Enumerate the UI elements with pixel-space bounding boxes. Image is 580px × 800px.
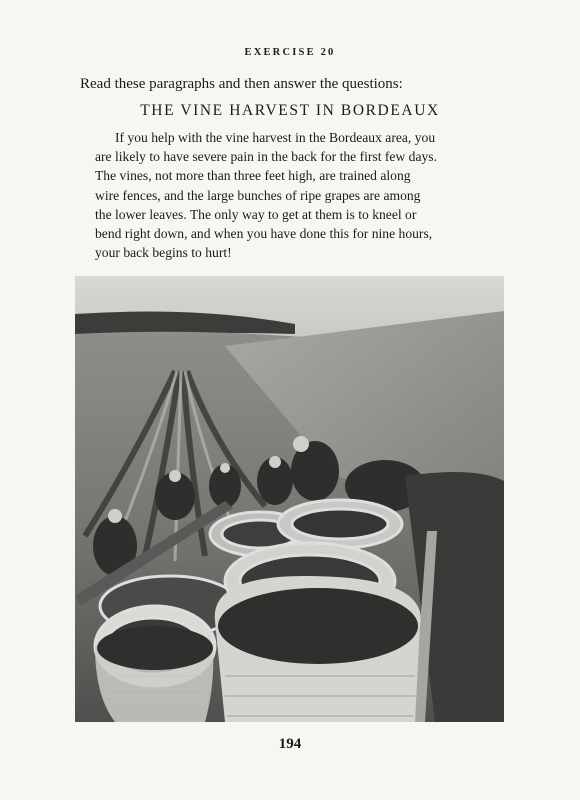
instruction-text: Read these paragraphs and then answer the questions:: [80, 76, 403, 92]
vineyard-harvest-photo: [75, 276, 504, 722]
paragraph-line: bend right down, and when you have done this for nine hours,: [95, 226, 433, 242]
paragraph-line: wire fences, and the large bunches of ripe grapes are among: [95, 187, 421, 203]
passage-paragraph: [95, 128, 505, 262]
paragraph-line: the lower leaves. The only way to get at them is to kneel or: [95, 206, 417, 222]
paragraph-line: are likely to have severe pain in the back for the first few days.: [95, 149, 437, 165]
paragraph-line: The vines, not more than three feet high, are trained along: [95, 168, 411, 184]
paragraph-line: your back begins to hurt!: [95, 245, 232, 261]
passage-title: THE VINE HARVEST IN BORDEAUX: [140, 102, 440, 119]
vineyard-photo-illustration: [75, 276, 504, 722]
paragraph-line: If you help with the vine harvest in the Bordeaux area, you: [115, 130, 436, 145]
exercise-heading: EXERCISE 20: [244, 47, 336, 58]
page-number: 194: [278, 736, 302, 752]
